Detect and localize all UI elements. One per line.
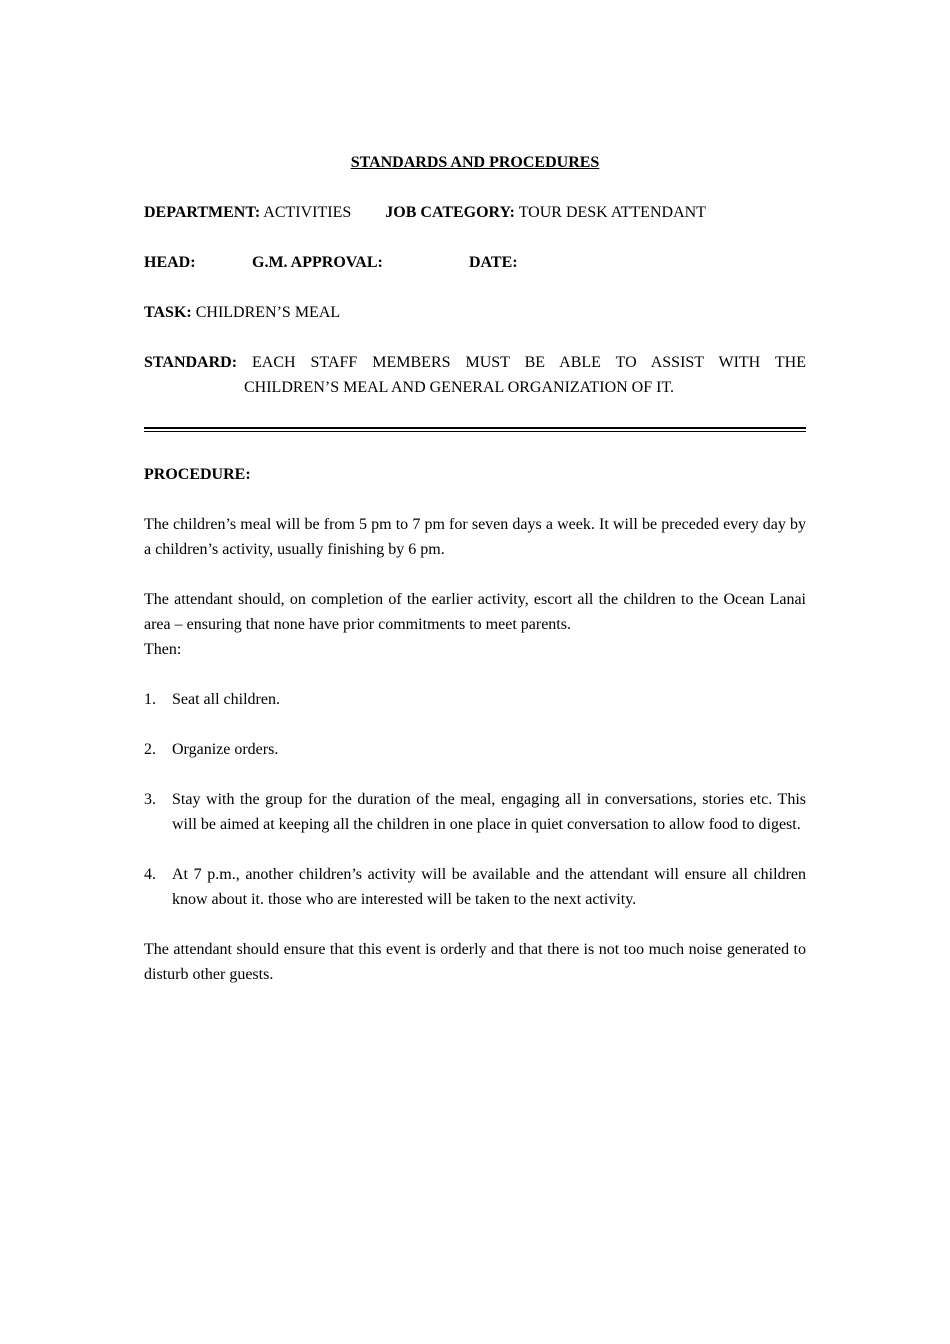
step-text: Seat all children.: [172, 691, 280, 708]
step-number: 4.: [144, 866, 156, 883]
procedure-paragraph-1: The children’s meal will be from 5 pm to 7 pm for seven days a week. It will be preceded every day by a children’s activity, usually finishing by 6 pm.: [144, 516, 806, 558]
procedure-heading: PROCEDURE:: [144, 466, 251, 483]
procedure-paragraph-2-text: The attendant should, on completion of the earlier activity, escort all the children to the Ocean Lanai area – ensuring that none have prior commitments to meet parents.: [144, 591, 806, 633]
step-number: 2.: [144, 741, 156, 758]
list-item: [144, 862, 806, 912]
step-number: 1.: [144, 691, 156, 708]
task-value: CHILDREN’S MEAL: [195, 304, 341, 321]
then-label: Then:: [144, 641, 182, 658]
department-row: [144, 200, 806, 225]
approval-row: [144, 250, 806, 275]
closing-paragraph: The attendant should ensure that this event is orderly and that there is not too much noise generated to disturb other guests.: [144, 941, 806, 983]
job-category-label: JOB CATEGORY:: [385, 204, 515, 221]
list-item: [144, 687, 806, 712]
document-page: [144, 150, 806, 987]
standard-line-2: CHILDREN’S MEAL AND GENERAL ORGANIZATION OF IT.: [244, 379, 675, 396]
step-text: At 7 p.m., another children’s activity will be available and the attendant will ensure all children know about it. those who are interested will be taken to the next activity.: [172, 866, 806, 908]
department-label: DEPARTMENT:: [144, 204, 261, 221]
step-text: Stay with the group for the duration of the meal, engaging all in conversations, stories etc. This will be aimed at keeping all the children in one place in quiet conversation to allow food to digest.: [172, 791, 806, 833]
department-value: ACTIVITIES: [263, 204, 352, 221]
step-number: 3.: [144, 791, 156, 808]
task-row: [144, 300, 806, 325]
task-label: TASK:: [144, 304, 192, 321]
procedure-paragraph-2: [144, 587, 806, 662]
double-rule-divider: [144, 427, 806, 432]
list-item: [144, 787, 806, 837]
standard-block: [144, 350, 806, 400]
list-item: [144, 737, 806, 762]
procedure-steps-list: [144, 687, 806, 912]
document-title: STANDARDS AND PROCEDURES: [350, 154, 600, 171]
standard-label: STANDARD:: [144, 354, 238, 371]
step-text: Organize orders.: [172, 741, 279, 758]
date-label: DATE:: [469, 254, 518, 271]
head-label: HEAD:: [144, 254, 196, 271]
gm-approval-label: G.M. APPROVAL:: [252, 254, 383, 271]
job-category-value: TOUR DESK ATTENDANT: [518, 204, 706, 221]
standard-line-1: EACH STAFF MEMBERS MUST BE ABLE TO ASSIST WITH THE: [252, 354, 807, 371]
